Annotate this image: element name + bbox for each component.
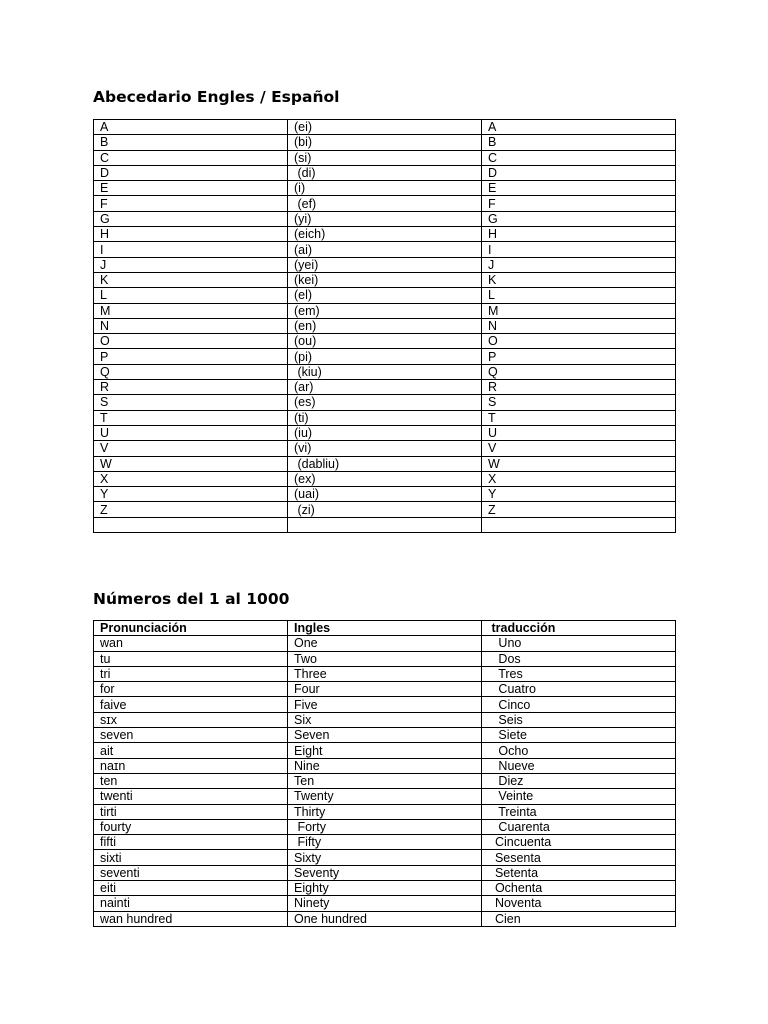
spanish-letter-cell: D	[482, 165, 676, 180]
pronunciation-cell: (i)	[288, 181, 482, 196]
pronunciation-cell: wan hundred	[94, 911, 288, 926]
spanish-letter-cell: Z	[482, 502, 676, 517]
english-cell: Seven	[288, 728, 482, 743]
alphabet-table	[93, 119, 676, 533]
english-cell: Eight	[288, 743, 482, 758]
letter-cell: H	[94, 227, 288, 242]
english-cell: Thirty	[288, 804, 482, 819]
pronunciation-cell: faive	[94, 697, 288, 712]
translation-cell: Ocho	[482, 743, 676, 758]
number-row	[94, 911, 676, 926]
letter-cell: Q	[94, 364, 288, 379]
number-row	[94, 636, 676, 651]
pronunciation-cell: tirti	[94, 804, 288, 819]
english-cell: Three	[288, 666, 482, 681]
pronunciation-cell: (em)	[288, 303, 482, 318]
alphabet-table-body	[94, 120, 676, 533]
english-cell: Eighty	[288, 881, 482, 896]
pronunciation-cell: (iu)	[288, 425, 482, 440]
number-row	[94, 865, 676, 880]
spanish-letter-cell: Y	[482, 487, 676, 502]
spanish-letter-cell: V	[482, 441, 676, 456]
letter-cell: K	[94, 272, 288, 287]
english-cell: Fifty	[288, 835, 482, 850]
spanish-letter-cell: J	[482, 257, 676, 272]
alphabet-row	[94, 410, 676, 425]
header-english: Ingles	[288, 621, 482, 636]
translation-cell: Cinco	[482, 697, 676, 712]
alphabet-row	[94, 456, 676, 471]
pronunciation-cell: (bi)	[288, 135, 482, 150]
alphabet-row	[94, 425, 676, 440]
letter-cell: L	[94, 288, 288, 303]
letter-cell: N	[94, 318, 288, 333]
pronunciation-cell: wan	[94, 636, 288, 651]
letter-cell: Z	[94, 502, 288, 517]
alphabet-row	[94, 502, 676, 517]
english-cell: Twenty	[288, 789, 482, 804]
letter-cell: R	[94, 380, 288, 395]
pronunciation-cell: sixti	[94, 850, 288, 865]
numbers-title: Números del 1 al 1000	[93, 590, 290, 608]
header-pronunciation: Pronunciación	[94, 621, 288, 636]
alphabet-row	[94, 318, 676, 333]
alphabet-row	[94, 257, 676, 272]
numbers-table-body	[94, 636, 676, 927]
spanish-letter-cell: G	[482, 211, 676, 226]
letter-cell: W	[94, 456, 288, 471]
letter-cell: B	[94, 135, 288, 150]
translation-cell: Siete	[482, 728, 676, 743]
spanish-letter-cell: T	[482, 410, 676, 425]
spanish-letter-cell: X	[482, 471, 676, 486]
alphabet-row	[94, 165, 676, 180]
translation-cell: Seis	[482, 712, 676, 727]
alphabet-row	[94, 364, 676, 379]
number-row	[94, 743, 676, 758]
pronunciation-cell: (es)	[288, 395, 482, 410]
spanish-letter-cell: K	[482, 272, 676, 287]
alphabet-row	[94, 395, 676, 410]
number-row	[94, 850, 676, 865]
pronunciation-cell: (ar)	[288, 380, 482, 395]
english-cell: Two	[288, 651, 482, 666]
pronunciation-cell: (pi)	[288, 349, 482, 364]
pronunciation-cell: (kiu)	[288, 364, 482, 379]
pronunciation-cell: seven	[94, 728, 288, 743]
spanish-letter-cell: A	[482, 120, 676, 135]
spanish-letter-cell: M	[482, 303, 676, 318]
english-cell: Six	[288, 712, 482, 727]
pronunciation-cell: (di)	[288, 165, 482, 180]
header-translation: traducción	[482, 621, 676, 636]
pronunciation-cell: (yei)	[288, 257, 482, 272]
spanish-letter-cell: Q	[482, 364, 676, 379]
pronunciation-cell: for	[94, 682, 288, 697]
pronunciation-cell: (kei)	[288, 272, 482, 287]
english-cell: One	[288, 636, 482, 651]
letter-cell: C	[94, 150, 288, 165]
number-row	[94, 773, 676, 788]
spanish-letter-cell: B	[482, 135, 676, 150]
letter-cell: X	[94, 471, 288, 486]
alphabet-title: Abecedario Engles / Español	[93, 88, 340, 106]
alphabet-row	[94, 181, 676, 196]
pronunciation-cell: fourty	[94, 819, 288, 834]
translation-cell: Cincuenta	[482, 835, 676, 850]
letter-cell: V	[94, 441, 288, 456]
pronunciation-cell: (zi)	[288, 502, 482, 517]
pronunciation-cell: (eich)	[288, 227, 482, 242]
numbers-header-row	[94, 621, 676, 636]
pronunciation-cell: seventi	[94, 865, 288, 880]
spanish-letter-cell: N	[482, 318, 676, 333]
letter-cell: U	[94, 425, 288, 440]
english-cell: Ten	[288, 773, 482, 788]
pronunciation-cell: (ti)	[288, 410, 482, 425]
pronunciation-cell: tri	[94, 666, 288, 681]
spanish-letter-cell: C	[482, 150, 676, 165]
pronunciation-cell: (ef)	[288, 196, 482, 211]
alphabet-row	[94, 441, 676, 456]
english-cell: Ninety	[288, 896, 482, 911]
translation-cell: Veinte	[482, 789, 676, 804]
letter-cell: Y	[94, 487, 288, 502]
translation-cell: Cuatro	[482, 682, 676, 697]
letter-cell: A	[94, 120, 288, 135]
translation-cell: Setenta	[482, 865, 676, 880]
letter-cell: M	[94, 303, 288, 318]
pronunciation-cell: (en)	[288, 318, 482, 333]
translation-cell: Treinta	[482, 804, 676, 819]
pronunciation-cell: fifti	[94, 835, 288, 850]
translation-cell: Uno	[482, 636, 676, 651]
translation-cell: Diez	[482, 773, 676, 788]
pronunciation-cell: ait	[94, 743, 288, 758]
number-row	[94, 728, 676, 743]
number-row	[94, 881, 676, 896]
english-cell: Sixty	[288, 850, 482, 865]
pronunciation-cell: (vi)	[288, 441, 482, 456]
number-row	[94, 651, 676, 666]
alphabet-row	[94, 120, 676, 135]
pronunciation-cell: (el)	[288, 288, 482, 303]
number-row	[94, 666, 676, 681]
spanish-letter-cell: W	[482, 456, 676, 471]
alphabet-row	[94, 303, 676, 318]
english-cell: Forty	[288, 819, 482, 834]
alphabet-row	[94, 211, 676, 226]
translation-cell: Cien	[482, 911, 676, 926]
letter-cell: S	[94, 395, 288, 410]
translation-cell: Nueve	[482, 758, 676, 773]
alphabet-row	[94, 150, 676, 165]
spanish-letter-cell: F	[482, 196, 676, 211]
number-row	[94, 758, 676, 773]
english-cell: Seventy	[288, 865, 482, 880]
spanish-letter-cell: I	[482, 242, 676, 257]
alphabet-row	[94, 288, 676, 303]
number-row	[94, 819, 676, 834]
number-row	[94, 697, 676, 712]
pronunciation-cell: nainti	[94, 896, 288, 911]
number-row	[94, 712, 676, 727]
pronunciation-cell: (ai)	[288, 242, 482, 257]
letter-cell	[94, 517, 288, 532]
letter-cell: P	[94, 349, 288, 364]
alphabet-row	[94, 227, 676, 242]
english-cell: Four	[288, 682, 482, 697]
number-row	[94, 896, 676, 911]
pronunciation-cell: (ou)	[288, 334, 482, 349]
translation-cell: Sesenta	[482, 850, 676, 865]
letter-cell: F	[94, 196, 288, 211]
spanish-letter-cell: R	[482, 380, 676, 395]
letter-cell: E	[94, 181, 288, 196]
letter-cell: G	[94, 211, 288, 226]
alphabet-row	[94, 196, 676, 211]
letter-cell: D	[94, 165, 288, 180]
letter-cell: I	[94, 242, 288, 257]
number-row	[94, 682, 676, 697]
pronunciation-cell: (ei)	[288, 120, 482, 135]
alphabet-row	[94, 517, 676, 532]
alphabet-row	[94, 349, 676, 364]
pronunciation-cell: (uai)	[288, 487, 482, 502]
spanish-letter-cell: U	[482, 425, 676, 440]
pronunciation-cell: tu	[94, 651, 288, 666]
pronunciation-cell: (dabliu)	[288, 456, 482, 471]
spanish-letter-cell: P	[482, 349, 676, 364]
numbers-table	[93, 620, 676, 927]
letter-cell: O	[94, 334, 288, 349]
spanish-letter-cell: L	[482, 288, 676, 303]
alphabet-row	[94, 135, 676, 150]
alphabet-row	[94, 272, 676, 287]
english-cell: Nine	[288, 758, 482, 773]
pronunciation-cell: (si)	[288, 150, 482, 165]
pronunciation-cell: twenti	[94, 789, 288, 804]
letter-cell: T	[94, 410, 288, 425]
pronunciation-cell: sɪx	[94, 712, 288, 727]
translation-cell: Cuarenta	[482, 819, 676, 834]
alphabet-row	[94, 380, 676, 395]
spanish-letter-cell: O	[482, 334, 676, 349]
alphabet-row	[94, 334, 676, 349]
spanish-letter-cell: E	[482, 181, 676, 196]
english-cell: Five	[288, 697, 482, 712]
translation-cell: Tres	[482, 666, 676, 681]
pronunciation-cell: ten	[94, 773, 288, 788]
spanish-letter-cell: H	[482, 227, 676, 242]
alphabet-row	[94, 487, 676, 502]
number-row	[94, 789, 676, 804]
spanish-letter-cell	[482, 517, 676, 532]
pronunciation-cell	[288, 517, 482, 532]
alphabet-row	[94, 471, 676, 486]
english-cell: One hundred	[288, 911, 482, 926]
pronunciation-cell: naɪn	[94, 758, 288, 773]
spanish-letter-cell: S	[482, 395, 676, 410]
number-row	[94, 835, 676, 850]
number-row	[94, 804, 676, 819]
translation-cell: Noventa	[482, 896, 676, 911]
pronunciation-cell: (ex)	[288, 471, 482, 486]
translation-cell: Dos	[482, 651, 676, 666]
letter-cell: J	[94, 257, 288, 272]
pronunciation-cell: eiti	[94, 881, 288, 896]
alphabet-row	[94, 242, 676, 257]
translation-cell: Ochenta	[482, 881, 676, 896]
pronunciation-cell: (yi)	[288, 211, 482, 226]
